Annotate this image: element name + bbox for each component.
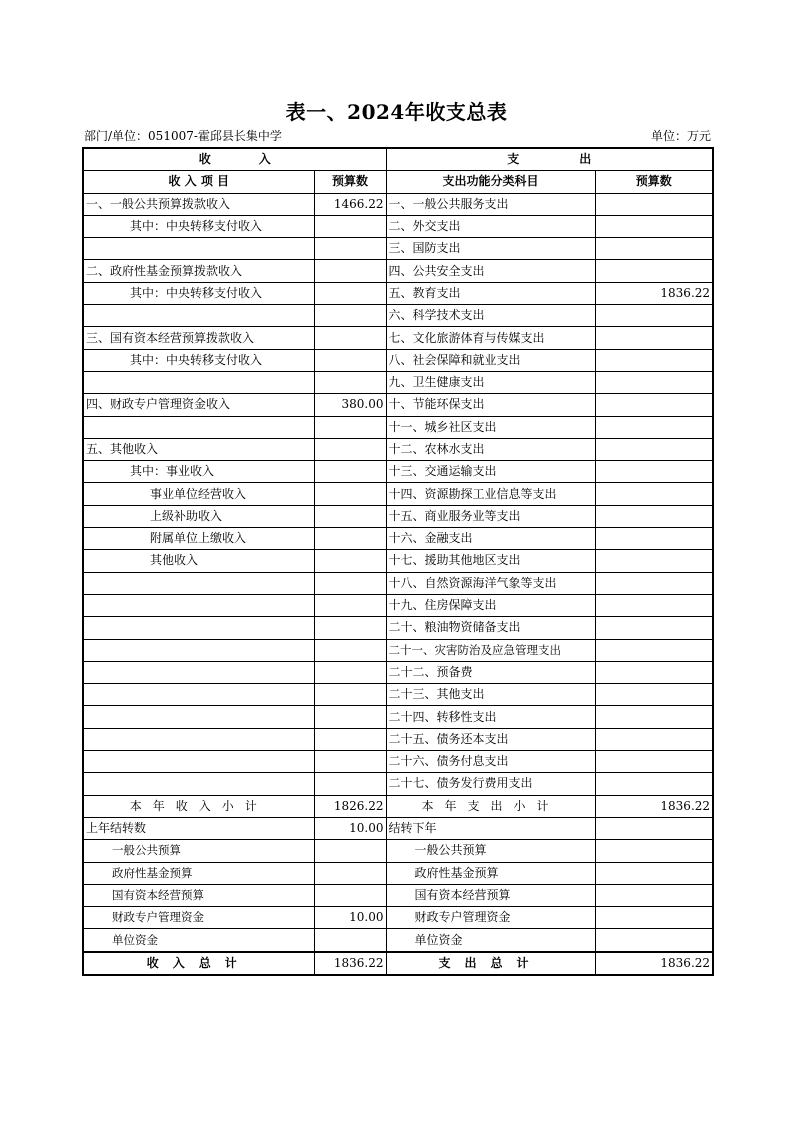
carry-income-value-cell: [314, 840, 386, 862]
income-item-cell: 其中：中央转移支付收入: [83, 282, 314, 304]
expense-value-cell: [595, 751, 713, 773]
expense-value-cell: [595, 661, 713, 683]
expense-item-cell: 十六、金融支出: [386, 528, 595, 550]
income-item-cell: 事业单位经营收入: [83, 483, 314, 505]
carry-income-item-cell: 财政专户管理资金: [83, 907, 314, 929]
expense-value-cell: [595, 305, 713, 327]
expense-item-cell: 二十、粮油物资储备支出: [386, 617, 595, 639]
carry-row: [83, 840, 713, 862]
carry-row: [83, 817, 713, 839]
expense-item-cell: 二十四、转移性支出: [386, 706, 595, 728]
income-item-cell: 其中：事业收入: [83, 461, 314, 483]
expense-item-cell: 十八、自然资源海洋气象等支出: [386, 572, 595, 594]
table-row: [83, 349, 713, 371]
income-item-cell: 二、政府性基金预算拨款收入: [83, 260, 314, 282]
income-item-cell: 四、财政专户管理资金收入: [83, 394, 314, 416]
expense-value-cell: 1836.22: [595, 282, 713, 304]
page-title: 表一、2024年收支总表: [285, 100, 508, 124]
expense-value-cell: [595, 215, 713, 237]
income-item-cell: [83, 639, 314, 661]
table-row: [83, 327, 713, 349]
income-header: 收 入: [83, 148, 386, 171]
expense-item-cell: 十七、援助其他地区支出: [386, 550, 595, 572]
expense-item-cell: 十、节能环保支出: [386, 394, 595, 416]
department-label: 部门/单位：051007-霍邱县长集中学: [84, 129, 282, 143]
expense-item-header: 支出功能分类科目: [386, 171, 595, 193]
income-value-cell: [314, 773, 386, 795]
income-item-cell: [83, 706, 314, 728]
expense-item-cell: 十四、资源勘探工业信息等支出: [386, 483, 595, 505]
carry-row: [83, 884, 713, 906]
subtotal-row: [83, 795, 713, 817]
table-body: [83, 193, 713, 975]
income-item-cell: 五、其他收入: [83, 438, 314, 460]
table-row: [83, 639, 713, 661]
expense-value-cell: [595, 639, 713, 661]
income-item-cell: [83, 661, 314, 683]
income-value-cell: [314, 572, 386, 594]
carry-income-value-cell: 10.00: [314, 907, 386, 929]
carry-expense-value-cell: [595, 817, 713, 839]
header-row-2: [83, 171, 713, 193]
table-row: [83, 505, 713, 527]
expense-value-cell: [595, 416, 713, 438]
expense-item-cell: 六、科学技术支出: [386, 305, 595, 327]
income-item-cell: [83, 728, 314, 750]
expense-item-cell: 二十七、债务发行费用支出: [386, 773, 595, 795]
expense-item-cell: 十二、农林水支出: [386, 438, 595, 460]
income-value-cell: [314, 371, 386, 393]
carry-income-item-cell: 国有资本经营预算: [83, 884, 314, 906]
income-item-cell: 一、一般公共预算拨款收入: [83, 193, 314, 215]
income-item-cell: 三、国有资本经营预算拨款收入: [83, 327, 314, 349]
budget-summary-table: [82, 147, 714, 976]
carry-income-value-cell: [314, 929, 386, 952]
carry-row: [83, 862, 713, 884]
income-value-cell: [314, 505, 386, 527]
expense-value-cell: [595, 371, 713, 393]
income-value-cell: [314, 282, 386, 304]
table-row: [83, 661, 713, 683]
table-row: [83, 282, 713, 304]
carry-expense-item-cell: 一般公共预算: [386, 840, 595, 862]
table-row: [83, 483, 713, 505]
income-item-cell: [83, 751, 314, 773]
expense-header: 支 出: [386, 148, 713, 171]
income-value-cell: [314, 550, 386, 572]
expense-item-cell: 二十五、债务还本支出: [386, 728, 595, 750]
income-total-value: 1836.22: [314, 952, 386, 975]
expense-item-cell: 十五、商业服务业等支出: [386, 505, 595, 527]
carry-expense-value-cell: [595, 840, 713, 862]
income-value-cell: [314, 617, 386, 639]
expense-value-cell: [595, 349, 713, 371]
expense-value-cell: [595, 327, 713, 349]
expense-value-cell: [595, 238, 713, 260]
carry-expense-value-cell: [595, 907, 713, 929]
table-row: [83, 193, 713, 215]
income-value-cell: [314, 438, 386, 460]
carry-expense-item-cell: 政府性基金预算: [386, 862, 595, 884]
expense-value-cell: [595, 193, 713, 215]
carry-expense-item-cell: 国有资本经营预算: [386, 884, 595, 906]
income-value-cell: [314, 483, 386, 505]
expense-value-cell: [595, 438, 713, 460]
income-value-cell: [314, 349, 386, 371]
income-item-cell: 上级补助收入: [83, 505, 314, 527]
expense-item-cell: 二十六、债务付息支出: [386, 751, 595, 773]
table-row: [83, 260, 713, 282]
income-value-cell: [314, 215, 386, 237]
expense-value-cell: [595, 550, 713, 572]
income-value-cell: [314, 305, 386, 327]
carry-expense-value-cell: [595, 862, 713, 884]
income-value-cell: [314, 238, 386, 260]
income-value-cell: [314, 706, 386, 728]
expense-item-cell: 九、卫生健康支出: [386, 371, 595, 393]
expense-item-cell: 二十二、预备费: [386, 661, 595, 683]
expense-value-cell: [595, 773, 713, 795]
expense-value-cell: [595, 728, 713, 750]
carry-expense-value-cell: [595, 929, 713, 952]
income-item-cell: [83, 684, 314, 706]
expense-value-cell: [595, 528, 713, 550]
income-item-cell: [83, 617, 314, 639]
income-item-header: 收 入 项 目: [83, 171, 314, 193]
income-item-cell: [83, 305, 314, 327]
expense-item-cell: 八、社会保障和就业支出: [386, 349, 595, 371]
income-item-cell: [83, 773, 314, 795]
expense-value-cell: [595, 594, 713, 616]
table-row: [83, 215, 713, 237]
table-row: [83, 550, 713, 572]
carry-income-item-cell: 单位资金: [83, 929, 314, 952]
carry-row: [83, 929, 713, 952]
table-row: [83, 617, 713, 639]
expense-value-cell: [595, 505, 713, 527]
income-value-cell: [314, 260, 386, 282]
expense-item-cell: 二十三、其他支出: [386, 684, 595, 706]
total-row: [83, 952, 713, 975]
expense-item-cell: 五、教育支出: [386, 282, 595, 304]
expense-budget-header: 预算数: [595, 171, 713, 193]
income-value-cell: 1466.22: [314, 193, 386, 215]
expense-item-cell: 一、一般公共服务支出: [386, 193, 595, 215]
income-value-cell: [314, 639, 386, 661]
table-row: [83, 394, 713, 416]
table-row: [83, 594, 713, 616]
expense-item-cell: 十九、住房保障支出: [386, 594, 595, 616]
expense-item-cell: 七、文化旅游体育与传媒支出: [386, 327, 595, 349]
table-row: [83, 528, 713, 550]
income-value-cell: [314, 327, 386, 349]
expense-value-cell: [595, 461, 713, 483]
expense-total-label: 支出总计: [386, 952, 595, 975]
expense-value-cell: [595, 684, 713, 706]
income-item-cell: [83, 371, 314, 393]
income-value-cell: [314, 528, 386, 550]
expense-value-cell: [595, 706, 713, 728]
carry-income-item-cell: 上年结转数: [83, 817, 314, 839]
expense-item-cell: 四、公共安全支出: [386, 260, 595, 282]
table-row: [83, 238, 713, 260]
expense-item-cell: 二、外交支出: [386, 215, 595, 237]
income-item-cell: 附属单位上缴收入: [83, 528, 314, 550]
expense-value-cell: [595, 394, 713, 416]
table-row: [83, 773, 713, 795]
income-item-cell: 其中：中央转移支付收入: [83, 215, 314, 237]
table-row: [83, 438, 713, 460]
income-total-label: 收入总计: [83, 952, 314, 975]
income-item-cell: [83, 594, 314, 616]
table-row: [83, 706, 713, 728]
expense-item-cell: 二十一、灾害防治及应急管理支出: [386, 639, 595, 661]
income-value-cell: [314, 751, 386, 773]
income-item-cell: 其他收入: [83, 550, 314, 572]
income-item-cell: [83, 572, 314, 594]
expense-total-value: 1836.22: [595, 952, 713, 975]
expense-subtotal-label: 本年支出小计: [386, 795, 595, 817]
carry-expense-value-cell: [595, 884, 713, 906]
income-value-cell: 380.00: [314, 394, 386, 416]
expense-value-cell: [595, 572, 713, 594]
expense-value-cell: [595, 483, 713, 505]
expense-item-cell: 十一、城乡社区支出: [386, 416, 595, 438]
expense-item-cell: 十三、交通运输支出: [386, 461, 595, 483]
table-row: [83, 572, 713, 594]
carry-expense-item-cell: 财政专户管理资金: [386, 907, 595, 929]
expense-subtotal-value: 1836.22: [595, 795, 713, 817]
table-row: [83, 684, 713, 706]
carry-expense-item-cell: 结转下年: [386, 817, 595, 839]
carry-income-value-cell: [314, 884, 386, 906]
carry-expense-item-cell: 单位资金: [386, 929, 595, 952]
carry-income-value-cell: [314, 862, 386, 884]
income-value-cell: [314, 684, 386, 706]
income-value-cell: [314, 461, 386, 483]
table-row: [83, 416, 713, 438]
carry-income-item-cell: 一般公共预算: [83, 840, 314, 862]
income-value-cell: [314, 661, 386, 683]
table-row: [83, 305, 713, 327]
table-row: [83, 728, 713, 750]
carry-income-item-cell: 政府性基金预算: [83, 862, 314, 884]
carry-income-value-cell: 10.00: [314, 817, 386, 839]
income-item-cell: [83, 416, 314, 438]
income-value-cell: [314, 416, 386, 438]
income-item-cell: [83, 238, 314, 260]
income-subtotal-value: 1826.22: [314, 795, 386, 817]
expense-item-cell: 三、国防支出: [386, 238, 595, 260]
table-row: [83, 751, 713, 773]
header-row-1: [83, 148, 713, 171]
income-value-cell: [314, 594, 386, 616]
carry-row: [83, 907, 713, 929]
income-value-cell: [314, 728, 386, 750]
expense-value-cell: [595, 260, 713, 282]
table-row: [83, 371, 713, 393]
table-row: [83, 461, 713, 483]
income-budget-header: 预算数: [314, 171, 386, 193]
income-subtotal-label: 本年收入小计: [83, 795, 314, 817]
expense-value-cell: [595, 617, 713, 639]
unit-label: 单位：万元: [650, 129, 711, 143]
income-item-cell: 其中：中央转移支付收入: [83, 349, 314, 371]
